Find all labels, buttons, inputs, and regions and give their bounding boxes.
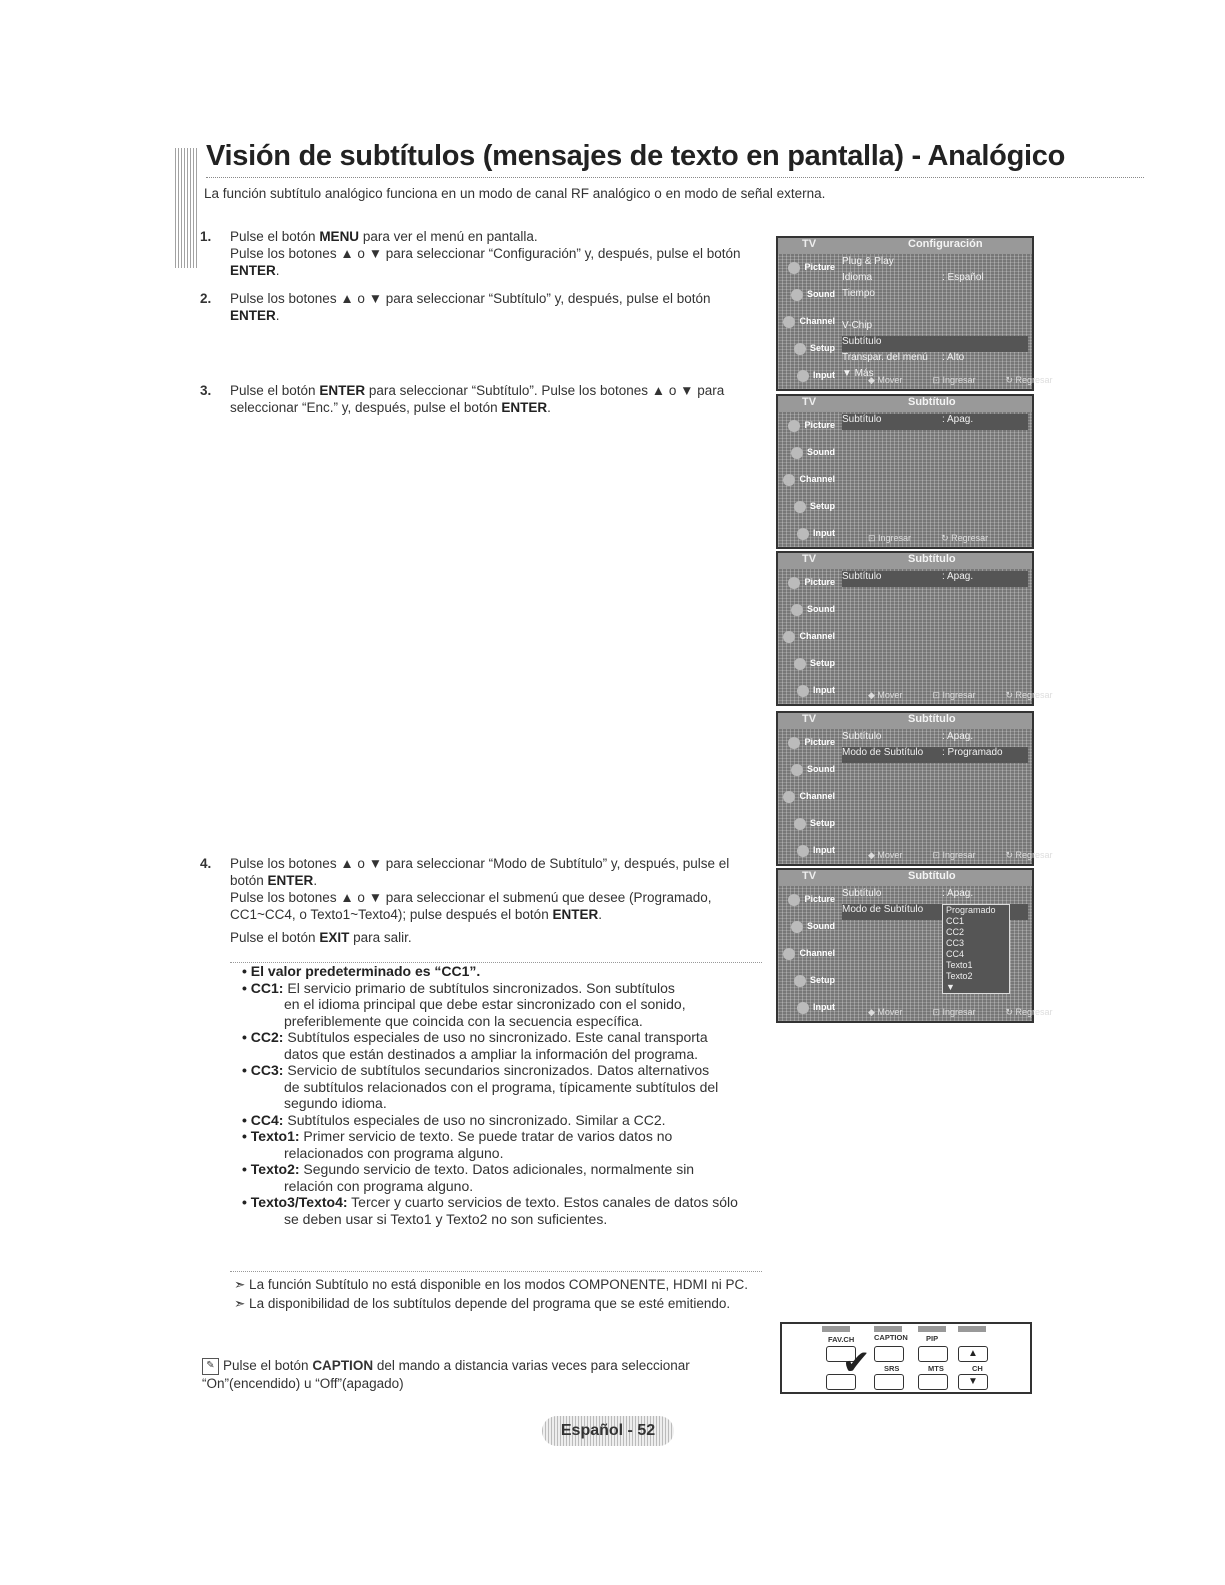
note-term: • Texto3/Texto4:	[242, 1194, 348, 1210]
tv-sidebar-item	[778, 520, 838, 547]
tv-footer-hint: ↻ Regresar	[1005, 690, 1053, 700]
step-text: Pulse los botones ▲ o ▼ para seleccionar “Modo de Subtítulo” y, después, pulse el botón	[230, 856, 730, 888]
step-line	[230, 290, 760, 324]
menu-category-icon	[797, 1002, 809, 1014]
note-item	[230, 1178, 762, 1195]
tv-sidebar-item	[778, 677, 838, 704]
remote-label: SRS	[884, 1364, 900, 1373]
tv-sidebar-label: Channel	[799, 791, 835, 801]
page-number-badge	[542, 1416, 674, 1446]
tv-dropdown-option: CC2	[946, 927, 965, 937]
tv-menu-row-value: : Programado	[942, 747, 1003, 758]
menu-category-icon	[783, 474, 795, 486]
tv-menu-footer	[838, 690, 1053, 704]
tv-footer-hint: ⊡ Ingresar	[932, 1007, 976, 1017]
step-line	[230, 245, 760, 279]
caption-options-notes	[230, 962, 762, 1272]
menu-category-icon	[788, 894, 800, 906]
note-term: • CC3:	[242, 1062, 284, 1078]
step-2	[200, 290, 760, 324]
tv-menu-row-label: Subtítulo	[842, 888, 882, 899]
tv-source-label: TV	[802, 713, 817, 725]
pointing-hand-icon: ✔	[842, 1344, 871, 1382]
tv-sidebar-label: Picture	[804, 262, 835, 272]
step-number: 1.	[200, 229, 212, 244]
tv-dropdown-option: Programado	[946, 905, 996, 915]
note-item	[230, 963, 762, 980]
tv-sidebar-label: Channel	[799, 316, 835, 326]
tv-sidebar-label: Sound	[807, 447, 835, 457]
step-line	[230, 889, 760, 923]
menu-category-icon	[797, 528, 809, 540]
step-4	[200, 855, 760, 946]
note-text: de subtítulos relacionados con el programa, típicamente subtítulos del	[284, 1078, 719, 1095]
menu-category-icon	[794, 975, 806, 987]
tv-menu-sidebar	[778, 886, 838, 1012]
tv-menu-row	[842, 414, 1028, 430]
remote-control-illustration	[780, 1322, 1032, 1394]
tv-footer-hint: ◆ Mover	[868, 690, 903, 700]
note-item	[230, 1029, 762, 1046]
note-term: • Texto1:	[242, 1128, 300, 1144]
page-number: Español - 52	[560, 1422, 656, 1439]
menu-category-icon	[791, 764, 803, 776]
tv-menu-row	[842, 320, 1028, 336]
note-text: datos que están destinados a ampliar la información del programa.	[284, 1045, 699, 1062]
tv-menu-rows	[842, 571, 1028, 587]
tv-menu-title: Subtítulo	[908, 396, 956, 408]
tv-menu-header	[778, 713, 1032, 729]
tv-sidebar-label: Setup	[809, 818, 835, 828]
step-line	[230, 228, 760, 245]
step-1	[200, 228, 760, 279]
chevron-down-icon: ▼	[958, 1374, 988, 1390]
tv-sidebar-label: Input	[813, 370, 835, 380]
note-text: Primer servicio de texto. Se puede tratar de varios datos no	[299, 1128, 673, 1144]
note-item	[230, 1095, 762, 1112]
tv-menu-footer	[838, 533, 1032, 547]
tv-dropdown-option: CC4	[946, 949, 965, 959]
step-text: para salir.	[349, 930, 412, 945]
note-text: preferiblemente que coincida con la secuencia específica.	[284, 1012, 643, 1029]
tv-menu-header	[778, 870, 1032, 886]
tv-footer-hint: ↻ Regresar	[941, 533, 989, 543]
tv-menu-row-label: V-Chip	[842, 320, 873, 331]
menu-category-icon	[797, 685, 809, 697]
button-name: ENTER	[267, 873, 314, 888]
tv-menu-row-label: ▼ Más	[842, 368, 874, 379]
button-name: ENTER	[230, 263, 276, 278]
tv-source-label: TV	[802, 870, 817, 882]
tv-sidebar-label: Sound	[807, 604, 835, 614]
tv-menu-row-label: Modo de Subtítulo	[842, 747, 924, 758]
tv-menu-title: Subtítulo	[908, 553, 956, 565]
step-number: 2.	[200, 291, 212, 306]
title-decor-bar	[175, 148, 197, 268]
note-text: Segundo servicio de texto. Datos adicionales, normalmente sin	[299, 1161, 695, 1177]
chevron-up-icon: ▲	[958, 1346, 988, 1362]
remote-caption-key	[874, 1346, 904, 1362]
tv-menu-row	[842, 731, 1028, 747]
menu-category-icon	[791, 289, 803, 301]
step-text: .	[598, 907, 602, 922]
note-item	[230, 1211, 762, 1228]
note-term: • CC2:	[242, 1029, 284, 1045]
tv-sidebar-label: Input	[813, 528, 835, 538]
note-term: • Texto2:	[242, 1161, 300, 1177]
menu-category-icon	[788, 262, 800, 274]
remote-top-key	[918, 1326, 946, 1332]
button-name: ENTER	[230, 308, 276, 323]
tv-menu-row-label: Modo de Subtítulo	[842, 904, 924, 915]
step-text: para ver el menú en pantalla.	[359, 229, 538, 244]
step-text: Pulse el botón	[230, 229, 320, 244]
tv-menu-sidebar	[778, 254, 838, 380]
step-line	[230, 382, 760, 416]
tv-menu-screen	[776, 394, 1034, 549]
note-text: en el idioma principal que debe estar sincronizado con el sonido,	[284, 996, 686, 1012]
step-text: Pulse los botones ▲ o ▼ para seleccionar “Subtítulo” y, después, pulse el botón	[230, 291, 711, 306]
tv-sidebar-item	[778, 650, 838, 677]
tv-menu-title: Configuración	[908, 238, 983, 250]
step-number: 4.	[200, 856, 212, 871]
note-item	[230, 1145, 762, 1162]
step-text: .	[275, 308, 280, 323]
tv-sidebar-item	[778, 335, 838, 362]
note-text: Subtítulos especiales de uso no sincronizado. Este canal transporta	[283, 1029, 708, 1045]
tv-sidebar-label: Channel	[799, 631, 835, 641]
tv-sidebar-item	[778, 967, 838, 994]
menu-category-icon	[783, 631, 795, 643]
tv-sidebar-label: Picture	[804, 894, 835, 904]
tv-menu-title: Subtítulo	[908, 870, 956, 882]
menu-category-icon	[791, 604, 803, 616]
tv-sidebar-item	[778, 623, 838, 650]
step-text: Pulse los botones ▲ o ▼ para seleccionar el submenú que desee (Programado, CC1~CC4, o Texto1~Texto4); pulse después el botón	[230, 890, 712, 922]
step-line	[230, 855, 760, 889]
tv-footer-hint: ↻ Regresar	[1005, 1007, 1053, 1017]
tv-menu-footer	[838, 1007, 1053, 1021]
arrow-note: ➣ La disponibilidad de los subtítulos depende del programa que se esté emitiendo.	[234, 1296, 731, 1311]
tv-sidebar-label: Input	[813, 685, 835, 695]
tv-sidebar-item	[778, 940, 838, 967]
note-term: • CC4:	[242, 1111, 284, 1128]
tv-menu-screen	[776, 711, 1053, 866]
menu-category-icon	[788, 737, 800, 749]
remote-pip-key	[918, 1346, 948, 1362]
remote-top-key	[822, 1326, 850, 1332]
menu-category-icon	[794, 501, 806, 513]
tv-menu-row-value: : Apag.	[942, 414, 974, 425]
note-term: • El valor predeterminado es “CC1”.	[242, 963, 481, 979]
tv-menu-row-label: Plug & Play	[842, 256, 894, 267]
step-number: 3.	[200, 383, 212, 398]
tv-footer-hint: ↻ Regresar	[1005, 850, 1053, 860]
tv-footer-hint: ⊡ Ingresar	[868, 533, 912, 543]
step-text: .	[313, 873, 318, 888]
tv-menu-header	[778, 238, 1032, 254]
tv-menu-row-value: : Apag.	[942, 571, 974, 582]
tv-menu-row	[842, 352, 1028, 368]
step-text: Pulse el botón	[230, 930, 320, 945]
menu-category-icon	[788, 420, 800, 432]
tv-menu-rows	[842, 731, 1028, 763]
menu-category-icon	[794, 658, 806, 670]
button-name: ENTER	[501, 400, 548, 415]
tv-sidebar-label: Input	[813, 1002, 835, 1012]
tv-sidebar-item	[778, 254, 838, 281]
step-text: para seleccionar “Subtítulo”. Pulse los botones ▲ o ▼ para seleccionar “Enc.” y, después, pulse el botón	[230, 383, 725, 415]
tv-sidebar-label: Sound	[807, 289, 835, 299]
remote-srs-key	[874, 1374, 904, 1390]
tv-sidebar-label: Setup	[809, 975, 835, 985]
button-name: MENU	[319, 229, 360, 244]
note-item	[230, 980, 762, 997]
menu-category-icon	[797, 370, 809, 382]
tv-sidebar-item	[778, 281, 838, 308]
note-item	[230, 1112, 762, 1129]
caption-button-note	[202, 1357, 742, 1392]
tv-menu-rows	[842, 414, 1028, 430]
tv-footer-hint: ⊡ Ingresar	[932, 375, 976, 385]
tv-sidebar-label: Setup	[809, 501, 835, 511]
tv-footer-hint: ◆ Mover	[868, 850, 903, 860]
note-text: se deben usar si Texto1 y Texto2 no son suficientes.	[284, 1210, 608, 1227]
arrow-note: ➣ La función Subtítulo no está disponible en los modos COMPONENTE, HDMI ni PC.	[234, 1277, 749, 1292]
tv-source-label: TV	[802, 396, 817, 408]
tv-sidebar-item	[778, 913, 838, 940]
tv-menu-row	[842, 747, 1028, 763]
note-text: relacionados con programa alguno.	[284, 1144, 504, 1161]
remote-label: PIP	[926, 1334, 939, 1343]
remote-label: CAPTION	[874, 1333, 908, 1342]
tv-sidebar-item	[778, 994, 838, 1021]
tv-menu-row-label: Transpar. del menú	[842, 352, 928, 363]
menu-category-icon	[791, 921, 803, 933]
note-item	[230, 1161, 762, 1178]
tv-menu-row	[842, 256, 1028, 272]
tv-menu-row	[842, 336, 1028, 352]
tv-source-label: TV	[802, 553, 817, 565]
menu-category-icon	[794, 343, 806, 355]
tv-menu-row-value: : Apag.	[942, 888, 974, 899]
tv-sidebar-item	[778, 493, 838, 520]
note-text: Servicio de subtítulos secundarios sincronizados. Datos alternativos	[283, 1062, 710, 1078]
tv-menu-row	[842, 272, 1028, 288]
tv-sidebar-label: Picture	[804, 420, 835, 430]
tv-dropdown-option: Texto1	[946, 960, 973, 970]
tv-sidebar-item	[778, 837, 838, 864]
page-title: Visión de subtítulos (mensajes de texto en pantalla) - Analógico	[206, 140, 1066, 172]
tv-sidebar-label: Channel	[799, 948, 835, 958]
tv-menu-screen	[776, 551, 1053, 706]
tv-sidebar-label: Setup	[809, 658, 835, 668]
note-term: • CC1:	[242, 979, 284, 996]
caption-note-pre: Pulse el botón	[223, 1358, 313, 1373]
tv-menu-rows	[842, 256, 1028, 384]
note-item	[230, 1046, 762, 1063]
tv-source-label: TV	[802, 238, 817, 250]
note-text: Tercer y cuarto servicios de texto. Estos canales de datos sólo	[347, 1194, 738, 1210]
note-item	[230, 1062, 762, 1079]
remote-mts-key	[918, 1374, 948, 1390]
note-text: El servicio primario de subtítulos sincronizados. Son subtítulos	[283, 979, 675, 996]
tv-sidebar-label: Channel	[799, 474, 835, 484]
tv-sidebar-item	[778, 810, 838, 837]
tv-sidebar-item	[778, 596, 838, 623]
tv-menu-row	[842, 304, 1028, 320]
step-3	[200, 382, 760, 416]
tv-dropdown-option: CC1	[946, 916, 965, 926]
step-text: Pulse el botón	[230, 383, 320, 398]
caption-note-bold: CAPTION	[312, 1358, 374, 1373]
tv-menu-row-value: : Alto	[942, 352, 965, 363]
note-icon: ✎	[202, 1358, 219, 1375]
remote-label: MTS	[928, 1364, 944, 1373]
remote-top-key	[874, 1326, 902, 1332]
button-name: ENTER	[319, 383, 366, 398]
tv-sidebar-label: Sound	[807, 764, 835, 774]
tv-menu-sidebar	[778, 729, 838, 855]
tv-menu-row-value: : Apag.	[942, 731, 974, 742]
menu-category-icon	[783, 948, 795, 960]
tv-menu-row-label: Subtítulo	[842, 414, 882, 425]
tv-sidebar-label: Sound	[807, 921, 835, 931]
menu-category-icon	[791, 447, 803, 459]
tv-footer-hint: ◆ Mover	[868, 375, 903, 385]
button-name: EXIT	[319, 930, 350, 945]
note-text: relación con programa alguno.	[284, 1177, 474, 1194]
tv-menu-row	[842, 888, 1028, 904]
tv-menu-row-label: Tiempo	[842, 288, 875, 299]
remote-label: CH	[972, 1364, 983, 1373]
tv-footer-hint: ↻ Regresar	[1005, 375, 1053, 385]
tv-menu-sidebar	[778, 412, 838, 538]
tv-footer-hint: ◆ Mover	[868, 1007, 903, 1017]
tv-sidebar-item	[778, 412, 838, 439]
tv-dropdown-option: Texto2	[946, 971, 973, 981]
tv-menu-row-label: Subtítulo	[842, 336, 882, 347]
menu-category-icon	[783, 316, 795, 328]
caption-note-post: del mando a distancia varias veces para seleccionar “On”(encendido) u “Off”(apagado)	[202, 1358, 690, 1391]
tv-menu-footer	[838, 850, 1053, 864]
tv-sidebar-item	[778, 466, 838, 493]
tv-sidebar-item	[778, 308, 838, 335]
tv-menu-title: Subtítulo	[908, 713, 956, 725]
note-item	[230, 1194, 762, 1211]
tv-sidebar-label: Input	[813, 845, 835, 855]
tv-menu-sidebar	[778, 569, 838, 695]
tv-sidebar-item	[778, 362, 838, 389]
menu-category-icon	[783, 791, 795, 803]
intro-text: La función subtítulo analógico funciona en un modo de canal RF analógico o en modo de señal externa.	[204, 186, 826, 201]
tv-sidebar-item	[778, 756, 838, 783]
remote-top-key	[958, 1326, 986, 1332]
tv-dropdown-option: ▼	[946, 982, 955, 992]
step-text: .	[275, 263, 280, 278]
menu-category-icon	[794, 818, 806, 830]
tv-menu-screen	[776, 868, 1053, 1023]
title-divider	[206, 177, 1144, 178]
note-item	[230, 1013, 762, 1030]
tv-sidebar-label: Picture	[804, 737, 835, 747]
tv-menu-footer	[838, 375, 1053, 389]
tv-menu-row-label: Subtítulo	[842, 731, 882, 742]
tv-sidebar-item	[778, 783, 838, 810]
tv-sidebar-label: Setup	[809, 343, 835, 353]
tv-footer-hint: ⊡ Ingresar	[932, 850, 976, 860]
tv-sidebar-item	[778, 569, 838, 596]
note-item	[230, 996, 762, 1013]
tv-sidebar-item	[778, 886, 838, 913]
note-text: Subtítulos especiales de uso no sincronizado. Similar a CC2.	[283, 1111, 666, 1128]
tv-sidebar-label: Picture	[804, 577, 835, 587]
note-text: segundo idioma.	[284, 1095, 387, 1111]
note-item	[230, 1079, 762, 1096]
step-line	[230, 929, 760, 946]
tv-menu-row	[842, 571, 1028, 587]
tv-menu-header	[778, 553, 1032, 569]
menu-category-icon	[788, 577, 800, 589]
arrow-notes	[234, 1276, 766, 1314]
tv-footer-hint: ⊡ Ingresar	[932, 690, 976, 700]
tv-menu-header	[778, 396, 1032, 412]
remote-label: FAV.CH	[828, 1335, 855, 1344]
tv-menu-screen	[776, 236, 1053, 391]
tv-menu-row	[842, 288, 1028, 304]
note-item	[230, 1128, 762, 1145]
step-text: .	[547, 400, 551, 415]
tv-menu-row-label: Subtítulo	[842, 571, 882, 582]
tv-dropdown-list	[942, 904, 1010, 994]
button-name: ENTER	[552, 907, 599, 922]
tv-sidebar-item	[778, 729, 838, 756]
menu-category-icon	[797, 845, 809, 857]
step-text: Pulse los botones ▲ o ▼ para seleccionar “Configuración” y, después, pulse el botón	[230, 246, 741, 261]
tv-sidebar-item	[778, 439, 838, 466]
tv-dropdown-option: CC3	[946, 938, 965, 948]
tv-menu-row-value: : Español	[942, 272, 984, 283]
tv-menu-row-label: Idioma	[842, 272, 873, 283]
